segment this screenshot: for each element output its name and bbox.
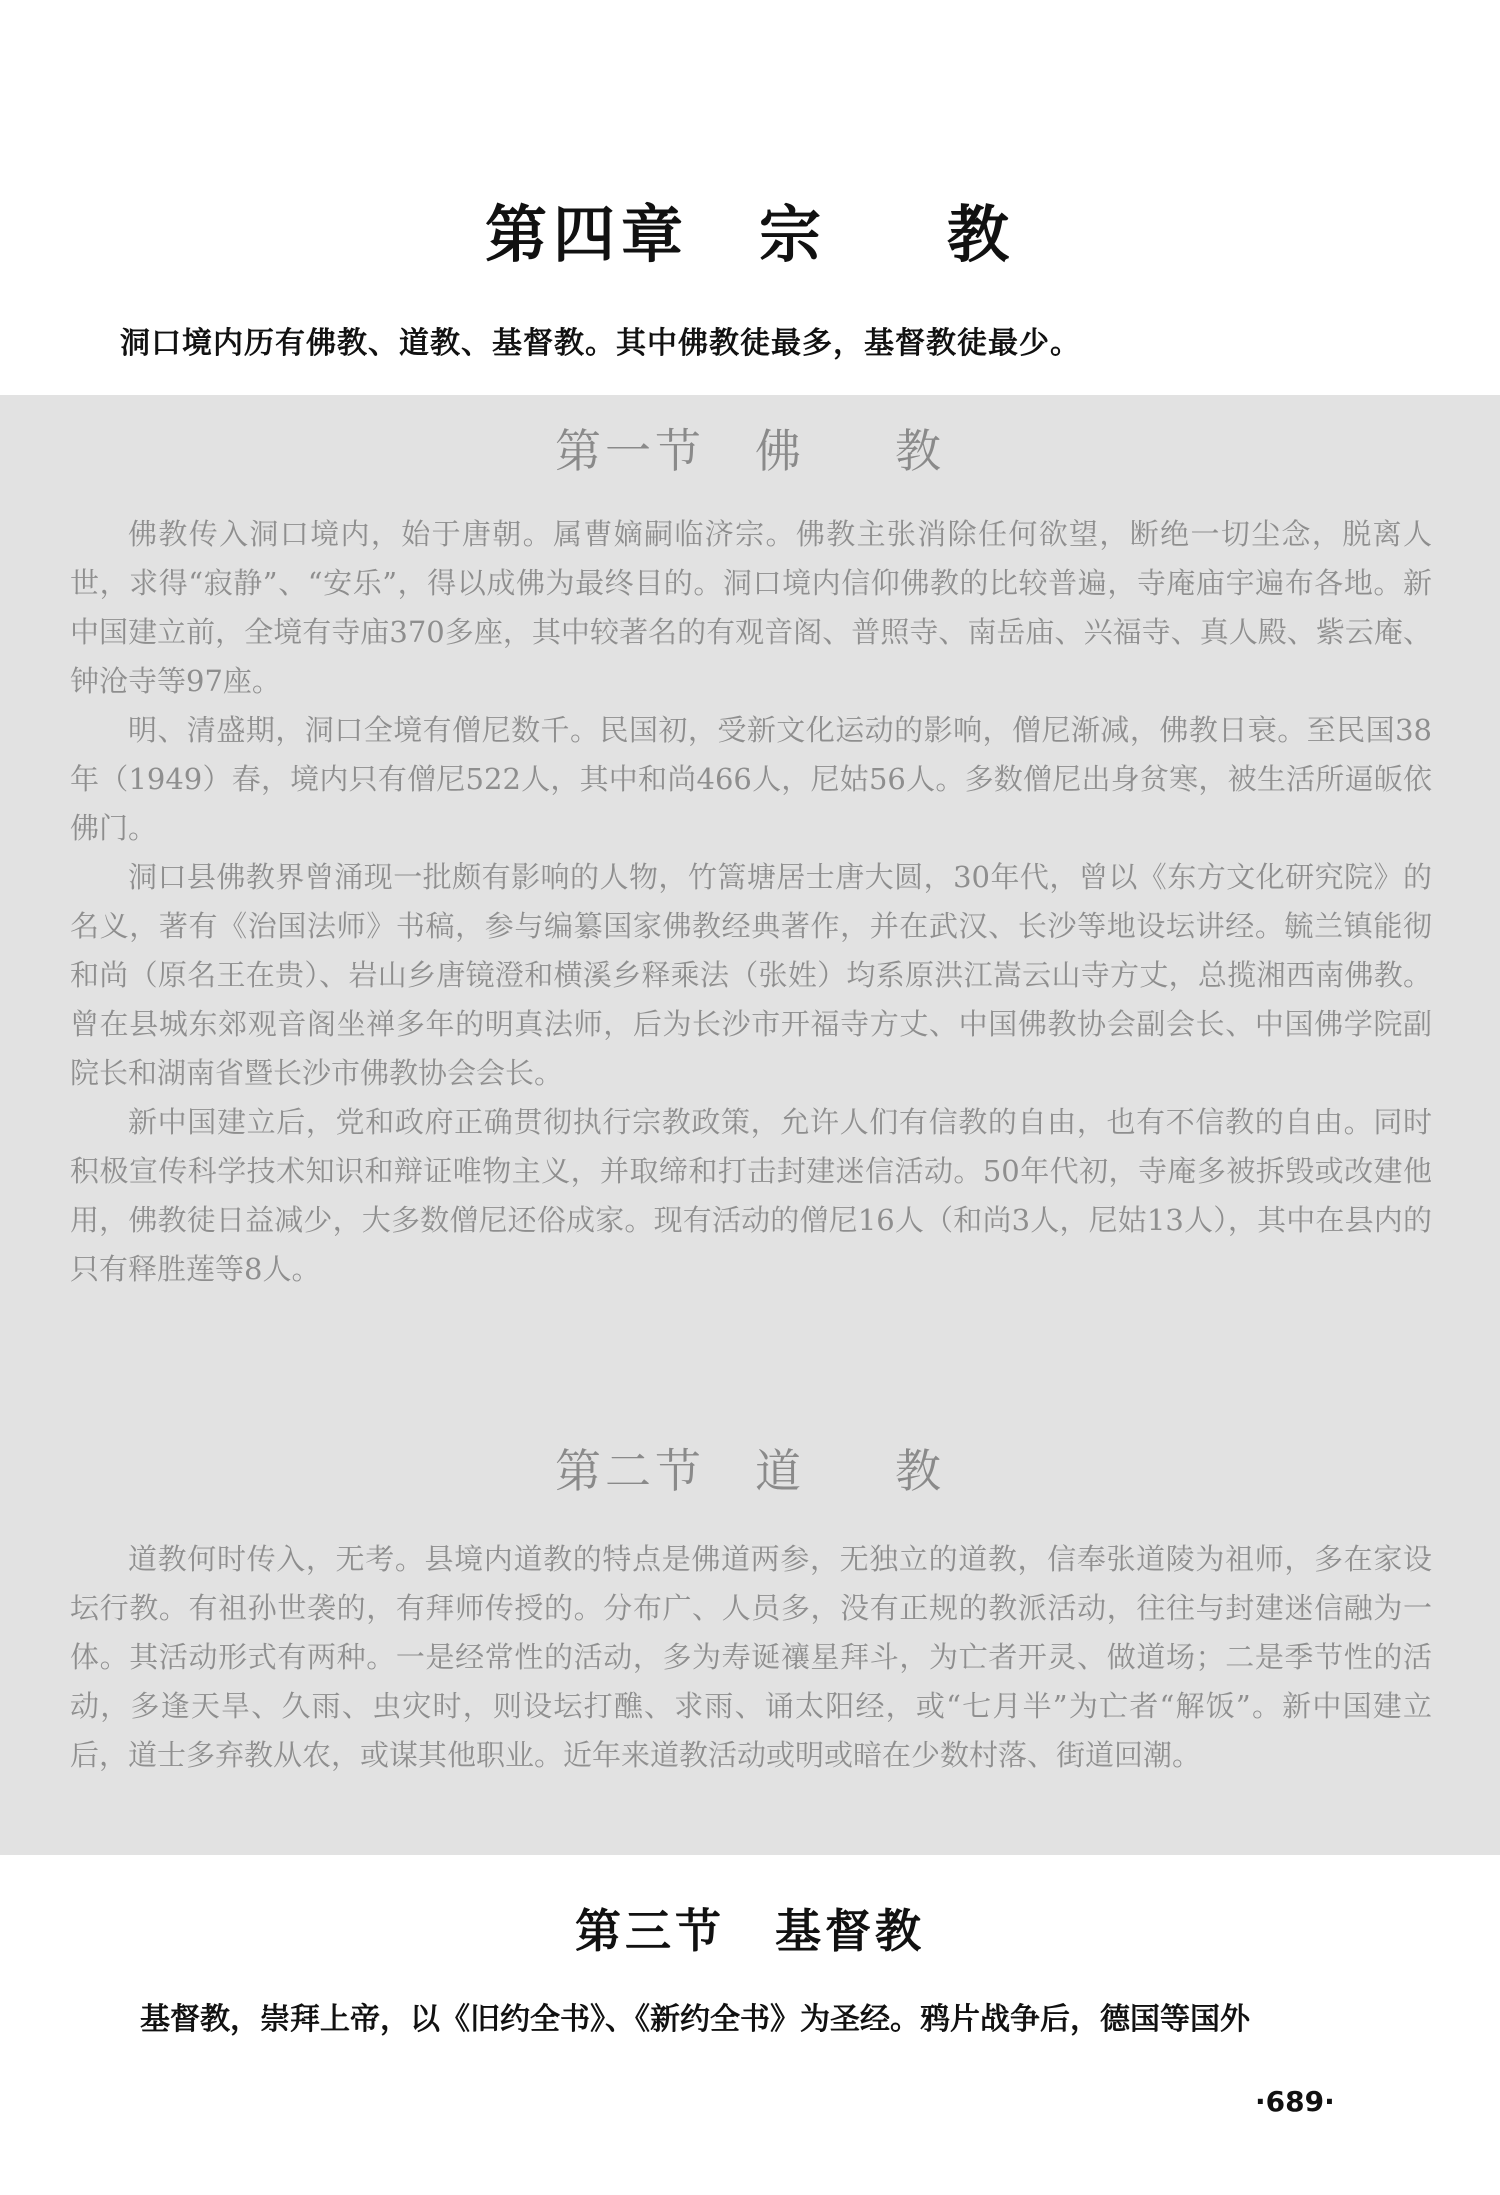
section-3-title [0,1895,1500,1961]
section-2-number: 第二节 [555,1444,705,1498]
chapter-intro: 洞口境内历有佛教、道教、基督教。其中佛教徒最多，基督教徒最少。 [120,326,1081,361]
page-number: ·689· [1255,2085,1335,2118]
section-2-paragraph: 道教何时传入，无考。县境内道教的特点是佛道两参，无独立的道教，信奉张道陵为祖师，多在家设坛行教。有祖孙世袭的，有拜师传授的。分布广、人员多，没有正规的教派活动，往往与封建迷信融为一体。其活动形式有两种。一是经常性的活动，多为寿诞禳星拜斗，为亡者开灵、做道场；二是季节性的活动，多逢天旱、久雨、虫灾时，则设坛打醮、求雨、诵太阳经，或“七月半”为亡者“解饭”。新中国建立后，道士多弃教从农，或谋其他职业。近年来道教活动或明或暗在少数村落、街道回潮。 [70,1542,1432,1772]
chapter-title-number: 第四章 [484,198,689,271]
section-1-title [0,415,1500,481]
section-3-paragraph: 基督教，崇拜上帝，以《旧约全书》、《新约全书》为圣经。鸦片战争后，德国等国外 [140,2002,1250,2037]
section-1-paragraph: 洞口县佛教界曾涌现一批颇有影响的人物，竹篙塘居士唐大圆，30年代，曾以《东方文化研究院》的名义，著有《治国法师》书稿，参与编纂国家佛教经典著作，并在武汉、长沙等地设坛讲经。毓兰镇能彻和尚（原名王在贵）、岩山乡唐镜澄和横溪乡释乘法（张姓）均系原洪江嵩云山寺方丈，总揽湘西南佛教。曾在县城东郊观音阁坐禅多年的明真法师，后为长沙市开福寺方丈、中国佛教协会副会长、中国佛学院副院长和湖南省暨长沙市佛教协会会长。 [70,860,1432,1090]
chapter-title-word-2: 教 [947,198,1016,271]
section-1-word-2: 教 [895,424,945,478]
section-2-word-1: 道 [755,1444,805,1498]
section-1-paragraph: 明、清盛期，洞口全境有僧尼数千。民国初，受新文化运动的影响，僧尼渐减，佛教日衰。至民国38年（1949）春，境内只有僧尼522人，其中和尚466人，尼姑56人。多数僧尼出身贫寒，被生活所逼皈依佛门。 [70,713,1432,845]
section-1-word-1: 佛 [755,424,805,478]
section-1-body [70,510,1432,1294]
section-3-body [140,1995,1440,2044]
section-1-number: 第一节 [555,424,705,478]
section-2-word-2: 教 [895,1444,945,1498]
section-1-paragraph: 佛教传入洞口境内，始于唐朝。属曹嫡嗣临济宗。佛教主张消除任何欲望，断绝一切尘念，脱离人世，求得“寂静”、“安乐”，得以成佛为最终目的。洞口境内信仰佛教的比较普遍，寺庵庙宇遍布各地。新中国建立前，全境有寺庙370多座，其中较著名的有观音阁、普照寺、南岳庙、兴福寺、真人殿、紫云庵、钟沧寺等97座。 [70,517,1432,698]
section-3-word: 基督教 [775,1904,925,1958]
section-1-paragraph: 新中国建立后，党和政府正确贯彻执行宗教政策，允许人们有信教的自由，也有不信教的自由。同时积极宣传科学技术知识和辩证唯物主义，并取缔和打击封建迷信活动。50年代初，寺庵多被拆毁或改建他用，佛教徒日益减少，大多数僧尼还俗成家。现有活动的僧尼16人（和尚3人，尼姑13人），其中在县内的只有释胜莲等8人。 [70,1105,1432,1286]
chapter-title-word-1: 宗 [758,198,827,271]
section-2-body [70,1535,1432,1780]
section-3-number: 第三节 [575,1904,725,1958]
chapter-title [0,185,1500,274]
section-2-title [0,1435,1500,1501]
